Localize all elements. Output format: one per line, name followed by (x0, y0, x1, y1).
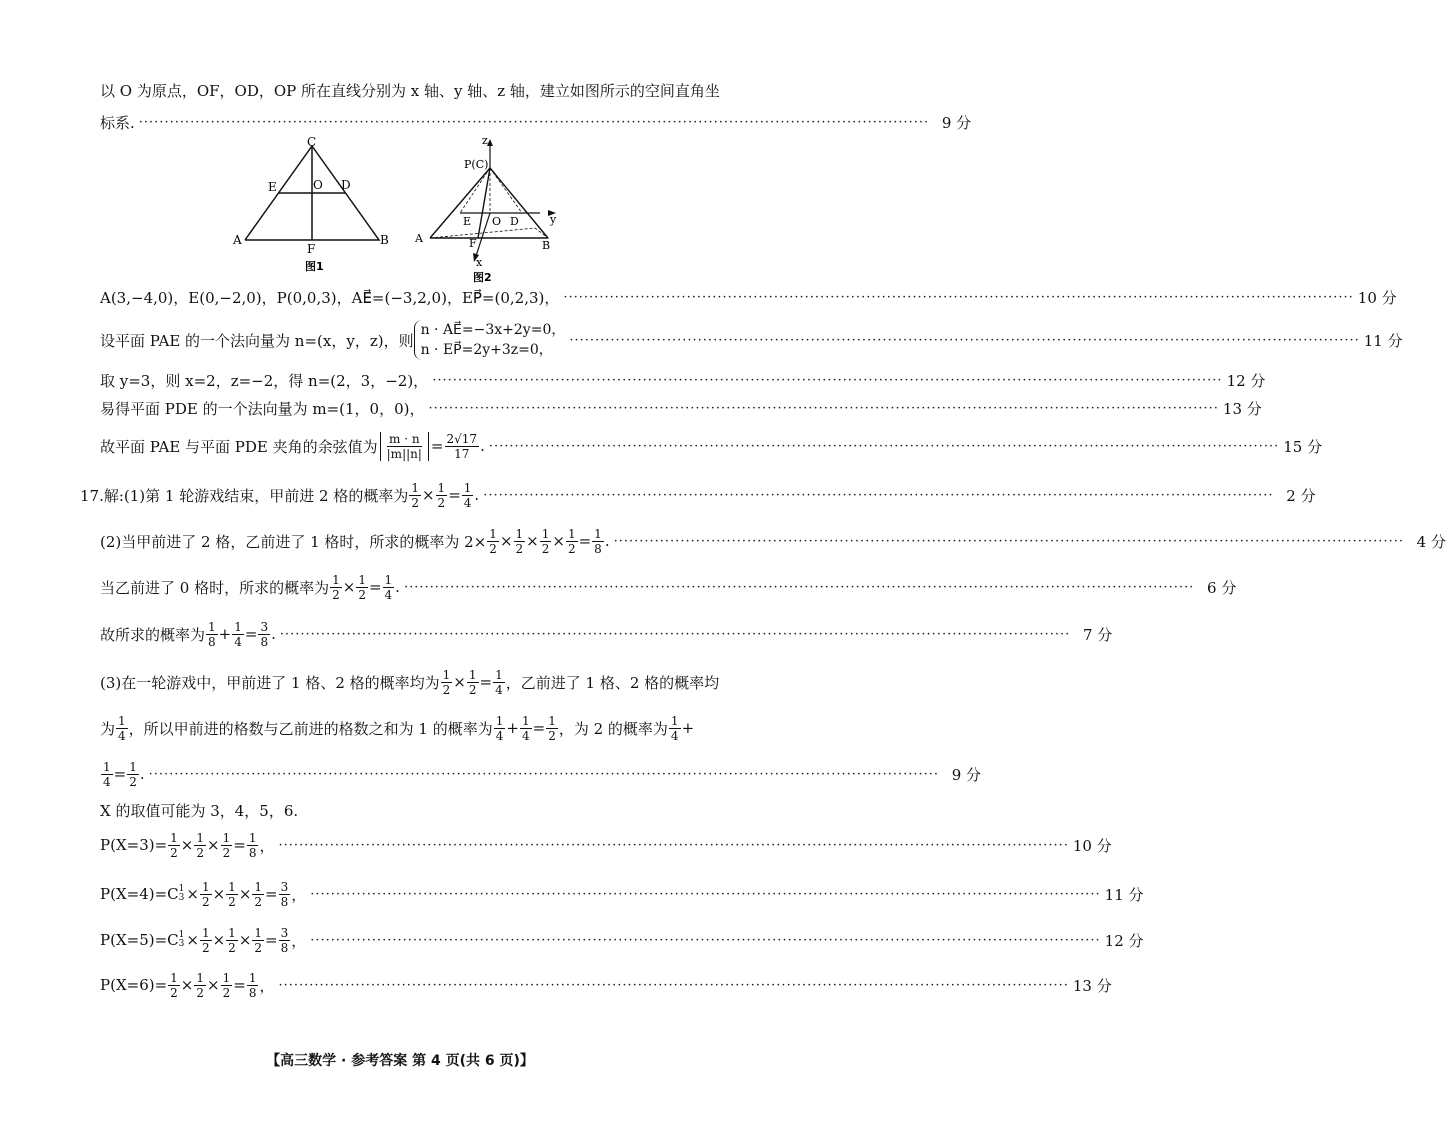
score-2: 2 分 (1286, 486, 1316, 505)
leader-dots (563, 291, 1353, 304)
solve-text: 取 y=3，则 x=2，z=−2，得 n=(2，3，−2)， (100, 372, 429, 390)
fraction-quarter: $\frac{1}{4}$ (103, 759, 111, 789)
q17-part3-text-e: ，为 2 的概率为 (558, 719, 668, 738)
intro-line-1 (100, 80, 725, 101)
fig2-label-o: O (492, 215, 502, 228)
leader-dots (432, 374, 1222, 387)
q17-part1-line: 17.解:(1)第 1 轮游戏结束，甲前进 2 格的概率为 $\frac{1}{2}$ × $\frac{1}{2}$ = $\frac{1}{4}$ . ····· 2 分 (80, 478, 725, 512)
fraction-half: $\frac{1}{2}$ (515, 526, 524, 556)
score-11b: 11 分 (1104, 885, 1144, 904)
q17-part2c-line: 故所求的概率为 $\frac{1}{8}$ + $\frac{1}{4}$ = $\frac{3}{8}$ . ····· 7 分 (100, 617, 725, 651)
score-13b: 13 分 (1072, 976, 1112, 995)
score-12b: 12 分 (1104, 931, 1144, 950)
fig2-label-p: P(C) (464, 158, 489, 171)
leader-dots (489, 440, 1279, 453)
fraction-three-eighths: $\frac{3}{8}$ (260, 619, 269, 649)
leader-dots (149, 768, 939, 781)
q17-part2c-text: 故所求的概率为 (100, 625, 206, 644)
q17-part3-line-2: 为 $\frac{1}{4}$ ，所以甲前进的格数与乙前进的格数之和为 1 的概率为 $\frac{1}{4}$ + $\frac{1}{4}$ = $\frac{1}{2}$ ，为 2 的概率为 $\frac{1}{4}$ + (100, 713, 695, 743)
fraction-half: $\frac{1}{2}$ (222, 970, 231, 1000)
px5-line: P(X=5)=C 1 3 × $\frac{1}{2}$ × $\frac{1}{2}$ × $\frac{1}{2}$ = $\frac{3}{8}$ ， ····· 12 分 (100, 923, 725, 957)
fig2-label-d: D (510, 215, 519, 228)
fig1-label-b: B (380, 233, 389, 247)
fraction-half: $\frac{1}{2}$ (129, 759, 137, 789)
score-6: 6 分 (1207, 578, 1237, 597)
q17-part2b-line: 当乙前进了 0 格时，所求的概率为 $\frac{1}{2}$ × $\frac{1}{2}$ = $\frac{1}{4}$ . ····· 6 分 (100, 570, 725, 604)
result-numerator: 2√17 (446, 431, 478, 446)
fraction-half: $\frac{1}{2}$ (411, 480, 419, 510)
intro-line-2 (100, 112, 972, 133)
px4-line: P(X=4)=C 1 3 × $\frac{1}{2}$ × $\frac{1}{2}$ × $\frac{1}{2}$ = $\frac{3}{8}$ ， ····· 11 分 (100, 877, 725, 911)
fraction-half: $\frac{1}{2}$ (332, 572, 340, 602)
fig1-label-e: E (268, 180, 277, 194)
score-9b: 9 分 (951, 765, 982, 784)
equation-1: n · AE⃗=−3x+2y=0， (420, 322, 566, 338)
fig1-label-a: A (233, 233, 242, 247)
px5-lhs: P(X=5)=C (100, 931, 179, 949)
normal-vector-line (100, 318, 1403, 362)
equals-sign: = (430, 437, 444, 455)
score-11: 11 分 (1363, 331, 1403, 350)
fraction-half: $\frac{1}{2}$ (201, 925, 210, 955)
fraction-quarter: $\frac{1}{4}$ (521, 713, 530, 743)
px4-lhs: P(X=4)=C (100, 885, 179, 903)
q17-part3-text-b: ，乙前进了 1 格、2 格的概率均 (505, 673, 720, 692)
normal-vector-text: 设平面 PAE 的一个法向量为 n=(x，y，z)，则 (100, 331, 414, 350)
q17-part3-text-a: (3)在一轮游戏中，甲前进了 1 格、2 格的概率均为 (100, 673, 440, 692)
normal-m-line (100, 398, 1262, 419)
score-13: 13 分 (1222, 400, 1262, 418)
cosine-tail: . (480, 437, 485, 455)
fraction-half: $\frac{1}{2}$ (442, 667, 451, 697)
fig1-label-o: O (313, 178, 323, 192)
equation-2: n · EP⃗=2y+3z=0， (420, 342, 553, 358)
fraction-eighth: $\frac{1}{8}$ (248, 830, 257, 860)
fig2-label-a: A (415, 232, 423, 245)
score-9: 9 分 (941, 114, 972, 132)
fraction-half: $\frac{1}{2}$ (170, 830, 178, 860)
q17-part1-text: 17.解:(1)第 1 轮游戏结束，甲前进 2 格的概率为 (80, 486, 409, 505)
fraction-three-eighths: $\frac{3}{8}$ (280, 925, 289, 955)
x-values-line (100, 800, 725, 821)
fraction-half: $\frac{1}{2}$ (489, 526, 497, 556)
fraction-eighth: $\frac{1}{8}$ (208, 619, 216, 649)
fig2-label-f: F (469, 237, 477, 250)
fig2-caption: 图2 (473, 271, 492, 284)
leader-dots (310, 888, 1100, 901)
solve-line (100, 370, 1266, 391)
cosine-line (100, 428, 1323, 464)
px6-lhs: P(X=6)= (100, 976, 168, 994)
leader-dots (404, 581, 1194, 594)
q17-part2b-text: 当乙前进了 0 格时，所求的概率为 (100, 578, 330, 597)
abs-value (380, 432, 429, 461)
fraction-half: $\frac{1}{2}$ (437, 480, 446, 510)
q17-part3-text-c: 为 (100, 719, 116, 738)
fig1-label-c: C (307, 135, 317, 149)
px3-line: P(X=3)= $\frac{1}{2}$ × $\frac{1}{2}$ × $\frac{1}{2}$ = $\frac{1}{8}$ ， ····· 10 分 (100, 828, 725, 862)
fraction-quarter: $\frac{1}{4}$ (495, 667, 503, 697)
page-footer: 【高三数学 · 参考答案 第 4 页(共 6 页)】 (266, 1053, 534, 1069)
fraction-half: $\frac{1}{2}$ (548, 713, 556, 743)
leader-dots (139, 116, 929, 129)
fraction-quarter: $\frac{1}{4}$ (234, 619, 242, 649)
fraction-half: $\frac{1}{2}$ (254, 879, 263, 909)
equation-system (414, 320, 566, 360)
intro-text-1: 以 O 为原点，OF，OD，OP 所在直线分别为 x 轴、y 轴、z 轴，建立如图所示的空间直角坐 (100, 82, 720, 100)
q17-part3-line-1: (3)在一轮游戏中，甲前进了 1 格、2 格的概率均为 $\frac{1}{2}$ × $\frac{1}{2}$ = $\frac{1}{4}$ ，乙前进了 1 格、2 格的概率均 (100, 667, 720, 697)
q17-part3-line-3: $\frac{1}{4}$ = $\frac{1}{2}$ . ····· 9 分 (100, 757, 725, 791)
figure-2-pyramid (410, 134, 570, 284)
abs-fraction (385, 432, 424, 461)
fig2-label-z: z (482, 134, 488, 147)
fraction-half: $\frac{1}{2}$ (170, 970, 178, 1000)
fraction-quarter: $\frac{1}{4}$ (495, 713, 504, 743)
fraction-quarter: $\frac{1}{4}$ (384, 572, 393, 602)
fraction-half: $\frac{1}{2}$ (541, 526, 550, 556)
fig2-label-e: E (463, 215, 472, 228)
q17-part2-text: (2)当甲前进了 2 格，乙前进了 1 格时，所求的概率为 2× (100, 532, 487, 551)
score-10: 10 分 (1357, 289, 1397, 307)
leader-dots (483, 489, 1273, 502)
score-12: 12 分 (1226, 372, 1266, 390)
fraction-half: $\frac{1}{2}$ (254, 925, 263, 955)
score-15: 15 分 (1283, 437, 1323, 456)
fraction-half: $\frac{1}{2}$ (468, 667, 477, 697)
combination-index: 1 3 (178, 930, 185, 949)
abs-numerator: m · n (389, 431, 420, 446)
cosine-text: 故平面 PAE 与平面 PDE 夹角的余弦值为 (100, 437, 378, 456)
leader-dots (280, 628, 1070, 641)
intro-text-2: 标系. (100, 114, 135, 132)
score-4: 4 分 (1416, 532, 1446, 551)
fraction-eighth: $\frac{1}{8}$ (594, 526, 602, 556)
leader-dots (569, 334, 1359, 347)
result-fraction (445, 432, 480, 461)
fraction-quarter: $\frac{1}{4}$ (463, 480, 472, 510)
q17-part2-line: (2)当甲前进了 2 格，乙前进了 1 格时，所求的概率为 2× $\frac{1}{2}$ × $\frac{1}{2}$ × $\frac{1}{2}$ × $\frac{1}{2}$ = $\frac{1}{8}$ . ····· 4 分 (100, 524, 725, 558)
px6-line: P(X=6)= $\frac{1}{2}$ × $\frac{1}{2}$ × $\frac{1}{2}$ = $\frac{1}{8}$ ， ····· 13 分 (100, 968, 725, 1002)
fraction-half: $\frac{1}{2}$ (222, 830, 231, 860)
score-10b: 10 分 (1072, 836, 1112, 855)
fig1-label-d: D (341, 178, 351, 192)
leader-dots (278, 979, 1068, 992)
abs-denominator: |m||n| (386, 446, 422, 461)
fraction-half: $\frac{1}{2}$ (228, 879, 236, 909)
fraction-half: $\frac{1}{2}$ (358, 572, 366, 602)
fraction-half: $\frac{1}{2}$ (228, 925, 236, 955)
fraction-eighth: $\frac{1}{8}$ (248, 970, 257, 1000)
fraction-half: $\frac{1}{2}$ (196, 830, 205, 860)
fig1-caption: 图1 (305, 260, 324, 273)
leader-dots (429, 402, 1219, 415)
result-denominator: 17 (454, 446, 470, 461)
coords-line (100, 287, 1397, 308)
px3-lhs: P(X=3)= (100, 836, 168, 854)
leader-dots (614, 535, 1404, 548)
leader-dots (310, 934, 1100, 947)
leader-dots (278, 839, 1068, 852)
fig2-label-b: B (542, 239, 551, 252)
fraction-half: $\frac{1}{2}$ (201, 879, 210, 909)
fig1-label-f: F (307, 242, 316, 256)
normal-m-text: 易得平面 PDE 的一个法向量为 m=(1，0，0)， (100, 400, 425, 418)
figure-1-triangle (225, 135, 389, 273)
fraction-half: $\frac{1}{2}$ (196, 970, 205, 1000)
fraction-quarter: $\frac{1}{4}$ (670, 713, 679, 743)
fraction-quarter: $\frac{1}{4}$ (118, 713, 126, 743)
score-7: 7 分 (1082, 625, 1113, 644)
fig2-label-y: y (550, 213, 557, 226)
fraction-three-eighths: $\frac{3}{8}$ (280, 879, 289, 909)
combination-index: 1 3 (178, 884, 185, 903)
fig2-label-x: x (476, 256, 483, 269)
q17-part3-text-d: ，所以甲前进的格数与乙前进的格数之和为 1 的概率为 (128, 719, 493, 738)
fraction-half: $\frac{1}{2}$ (567, 526, 576, 556)
coords-text: A(3,−4,0)，E(0,−2,0)，P(0,0,3)，AE⃗=(−3,2,0)，EP⃗=(0,2,3)， (100, 289, 560, 307)
x-values-text: X 的取值可能为 3，4，5，6. (100, 802, 299, 820)
